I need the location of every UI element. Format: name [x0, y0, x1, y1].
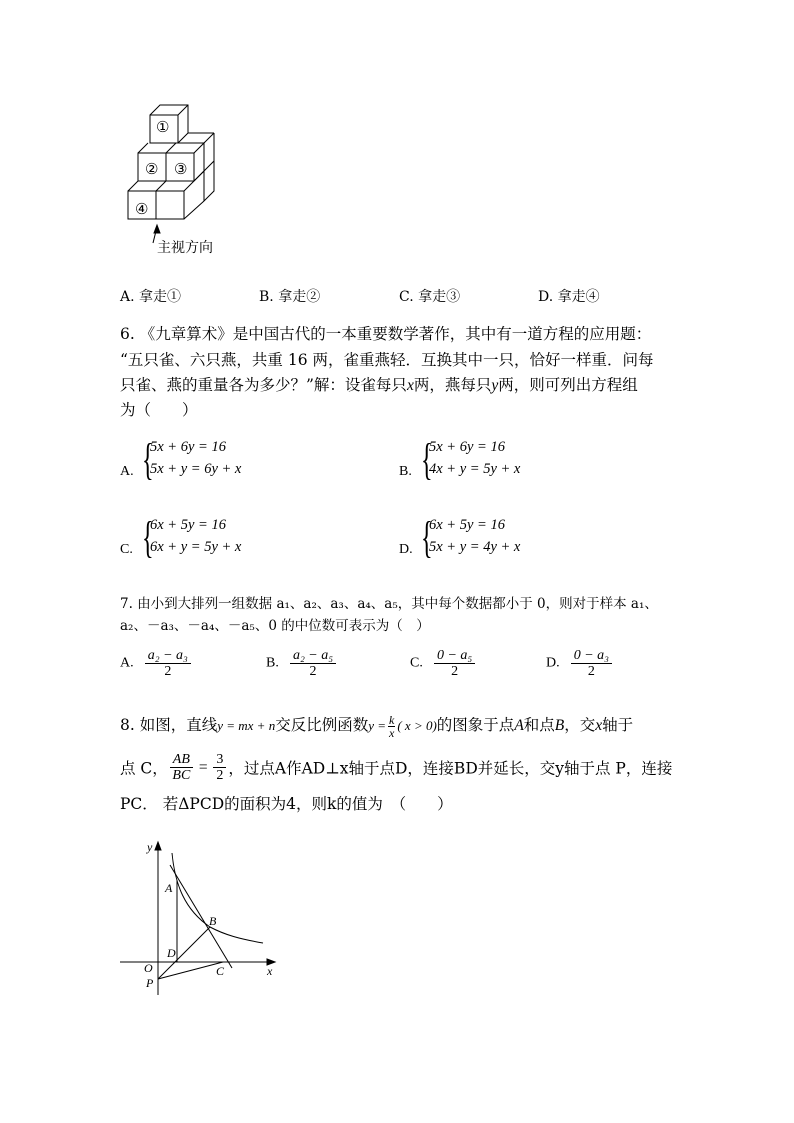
q7-option-d-num: 0 − a₃ — [571, 648, 612, 664]
label-o: O — [144, 961, 153, 975]
q8-l1-c: 的图象于点 — [436, 716, 515, 734]
q7-option-a-num: a₂ − a₃ — [145, 648, 191, 664]
q6-option-b-letter: B. — [399, 464, 412, 479]
q7-option-c-letter: C. — [410, 655, 423, 671]
q8-l1-b: 交反比例函数 — [275, 716, 369, 734]
q8-l1-d: 和点 — [523, 716, 555, 734]
q8-l2-b: ，过点A作AD⊥x轴于点D，连接BD并延长，交y轴于点 P，连接 — [228, 759, 673, 778]
q7-line-2: a₂、－a₃、－a₄、－a₅、0 的中位数可表示为（ ） — [120, 618, 430, 634]
block-label-4: ④ — [135, 200, 149, 218]
q7-option-a-letter: A. — [120, 655, 134, 671]
q8-k-over-x — [388, 714, 395, 739]
q8-graph — [115, 835, 285, 1000]
q6-line-1: 6. 《九章算术》是中国古代的一本重要数学著作，其中有一道方程的应用题： — [120, 325, 652, 343]
q8-line-3: PC． 若ΔPCD的面积为4，则k的值为 （ ） — [120, 795, 453, 813]
q6-option-b-brace: { — [421, 435, 433, 484]
block-label-2: ② — [145, 160, 159, 178]
q8-l1-y: y = — [368, 718, 387, 733]
q8-ab: AB — [170, 752, 193, 768]
q6-line-3-a: 只雀、燕的重量各为多少？”解：设雀每只 — [120, 376, 407, 394]
q8-equals: = — [197, 758, 209, 776]
q5-option-c[interactable] — [399, 286, 460, 306]
q6-option-b-system — [429, 436, 520, 480]
q8-bc: BC — [172, 768, 191, 783]
segment-pc — [158, 962, 223, 979]
q7-option-b-num: a₂ − a₅ — [290, 648, 336, 664]
q5-option-a-text: 拿走① — [139, 289, 182, 305]
q8-line-1 — [120, 713, 633, 739]
q7-option-a[interactable] — [120, 648, 191, 679]
q6-option-c-eq2: 6x + y = 5y + x — [150, 539, 242, 555]
q6-line-3 — [120, 373, 638, 395]
q6-option-a-eq2: 5x + y = 6y + x — [150, 461, 242, 477]
q7-option-b-fraction — [290, 648, 336, 679]
q8-l1-pointA: A — [514, 717, 524, 734]
q8-l1-e: ，交 — [564, 716, 596, 734]
q8-ab-over-bc — [170, 752, 193, 783]
view-direction-caption: 主视方向 — [157, 240, 213, 256]
block-label-1: ① — [156, 118, 170, 136]
q7-option-b-letter: B. — [266, 655, 279, 671]
q8-l1-a: 8. 如图，直线 — [120, 716, 218, 734]
q6-option-c-system — [150, 514, 241, 558]
q8-line-equation: y = mx + n — [217, 718, 276, 733]
q6-var-x: x — [406, 377, 414, 394]
q6-line-3-c: 两，则可列出方程组 — [498, 376, 638, 394]
q8-three-halves — [213, 752, 226, 783]
label-c: C — [216, 964, 225, 978]
q5-option-b-text: 拿走② — [278, 289, 321, 305]
label-d: D — [167, 946, 176, 960]
q8-condition: ( x > 0) — [397, 718, 437, 733]
q7-line-1: 7. 由小到大排列一组数据 a₁、a₂、a₃、a₄、a₅，其中每个数据都小于 0，则对于样本 a₁、 — [120, 596, 658, 612]
q6-option-b-eq1: 5x + 6y = 16 — [429, 439, 505, 455]
q6-var-y: y — [491, 377, 499, 394]
q6-option-d-eq2: 5x + y = 4y + x — [429, 539, 521, 555]
q6-option-d-brace: { — [421, 513, 433, 562]
q6-option-a-system — [150, 436, 241, 480]
q6-option-d[interactable] — [399, 514, 639, 564]
hyperbola-curve — [172, 853, 263, 943]
label-b: B — [209, 914, 217, 928]
q6-option-c-letter: C. — [120, 542, 133, 557]
q7-option-c-num: 0 − a₅ — [434, 648, 475, 664]
q6-option-a-letter: A. — [120, 464, 134, 479]
q5-option-a[interactable] — [120, 286, 181, 306]
q7-option-a-den: 2 — [164, 664, 172, 679]
q8-l1-pointB: B — [554, 717, 565, 734]
q6-option-c-eq1: 6x + 5y = 16 — [150, 517, 226, 533]
q7-option-c-den: 2 — [451, 664, 459, 679]
q7-option-c[interactable] — [410, 648, 475, 679]
q6-option-c-brace: { — [142, 513, 154, 562]
q6-line-4: 为（ ） — [120, 401, 198, 419]
q8-k-num: k — [389, 712, 395, 727]
line-ac — [170, 865, 232, 968]
q5-option-d[interactable] — [538, 286, 600, 306]
q8-k-den: x — [389, 725, 395, 740]
q6-line-3-b: 两，燕每只 — [413, 376, 492, 394]
q5-option-a-letter: A. — [120, 289, 135, 305]
q5-option-d-letter: D. — [538, 289, 554, 305]
q7-option-d-fraction — [571, 648, 612, 679]
q7-option-d-letter: D. — [546, 655, 560, 671]
q7-option-a-fraction — [145, 648, 191, 679]
q8-three: 3 — [213, 752, 226, 768]
q8-two: 2 — [216, 768, 224, 783]
label-x: x — [267, 964, 273, 978]
q6-option-b-eq2: 4x + y = 5y + x — [429, 461, 521, 477]
q6-option-b[interactable] — [399, 436, 639, 486]
q8-l1-f: 轴于 — [602, 716, 634, 734]
q5-option-b[interactable] — [259, 286, 320, 306]
q7-option-b[interactable] — [266, 648, 336, 679]
q7-option-c-fraction — [434, 648, 475, 679]
q7-option-d[interactable] — [546, 648, 612, 679]
q5-option-c-letter: C. — [399, 289, 414, 305]
q5-option-b-letter: B. — [259, 289, 274, 305]
q6-option-d-system — [429, 514, 520, 558]
q6-option-a-brace: { — [142, 435, 154, 484]
q6-line-2: “五只雀、六只燕，共重 16 两，雀重燕轻．互换其中一只，恰好一样重．问每 — [120, 351, 654, 369]
q6-option-d-eq1: 6x + 5y = 16 — [429, 517, 505, 533]
q7-option-d-den: 2 — [587, 664, 595, 679]
block-label-3: ③ — [174, 160, 188, 178]
q7-option-b-den: 2 — [309, 664, 317, 679]
label-a: A — [165, 881, 173, 895]
q8-l2-a: 点 C， — [120, 759, 168, 778]
y-axis-arrow — [155, 842, 161, 850]
q6-option-c[interactable] — [120, 514, 360, 564]
q8-l1-x: x — [595, 717, 603, 734]
q6-option-d-letter: D. — [399, 542, 413, 557]
q6-option-a-eq1: 5x + 6y = 16 — [150, 439, 226, 455]
segment-pb — [158, 927, 210, 979]
q5-option-d-text: 拿走④ — [557, 289, 600, 305]
q5-option-c-text: 拿走③ — [418, 289, 461, 305]
q8-line-2 — [120, 752, 672, 783]
label-y: y — [147, 840, 153, 854]
q6-option-a[interactable] — [120, 436, 360, 486]
label-p: P — [146, 976, 154, 990]
